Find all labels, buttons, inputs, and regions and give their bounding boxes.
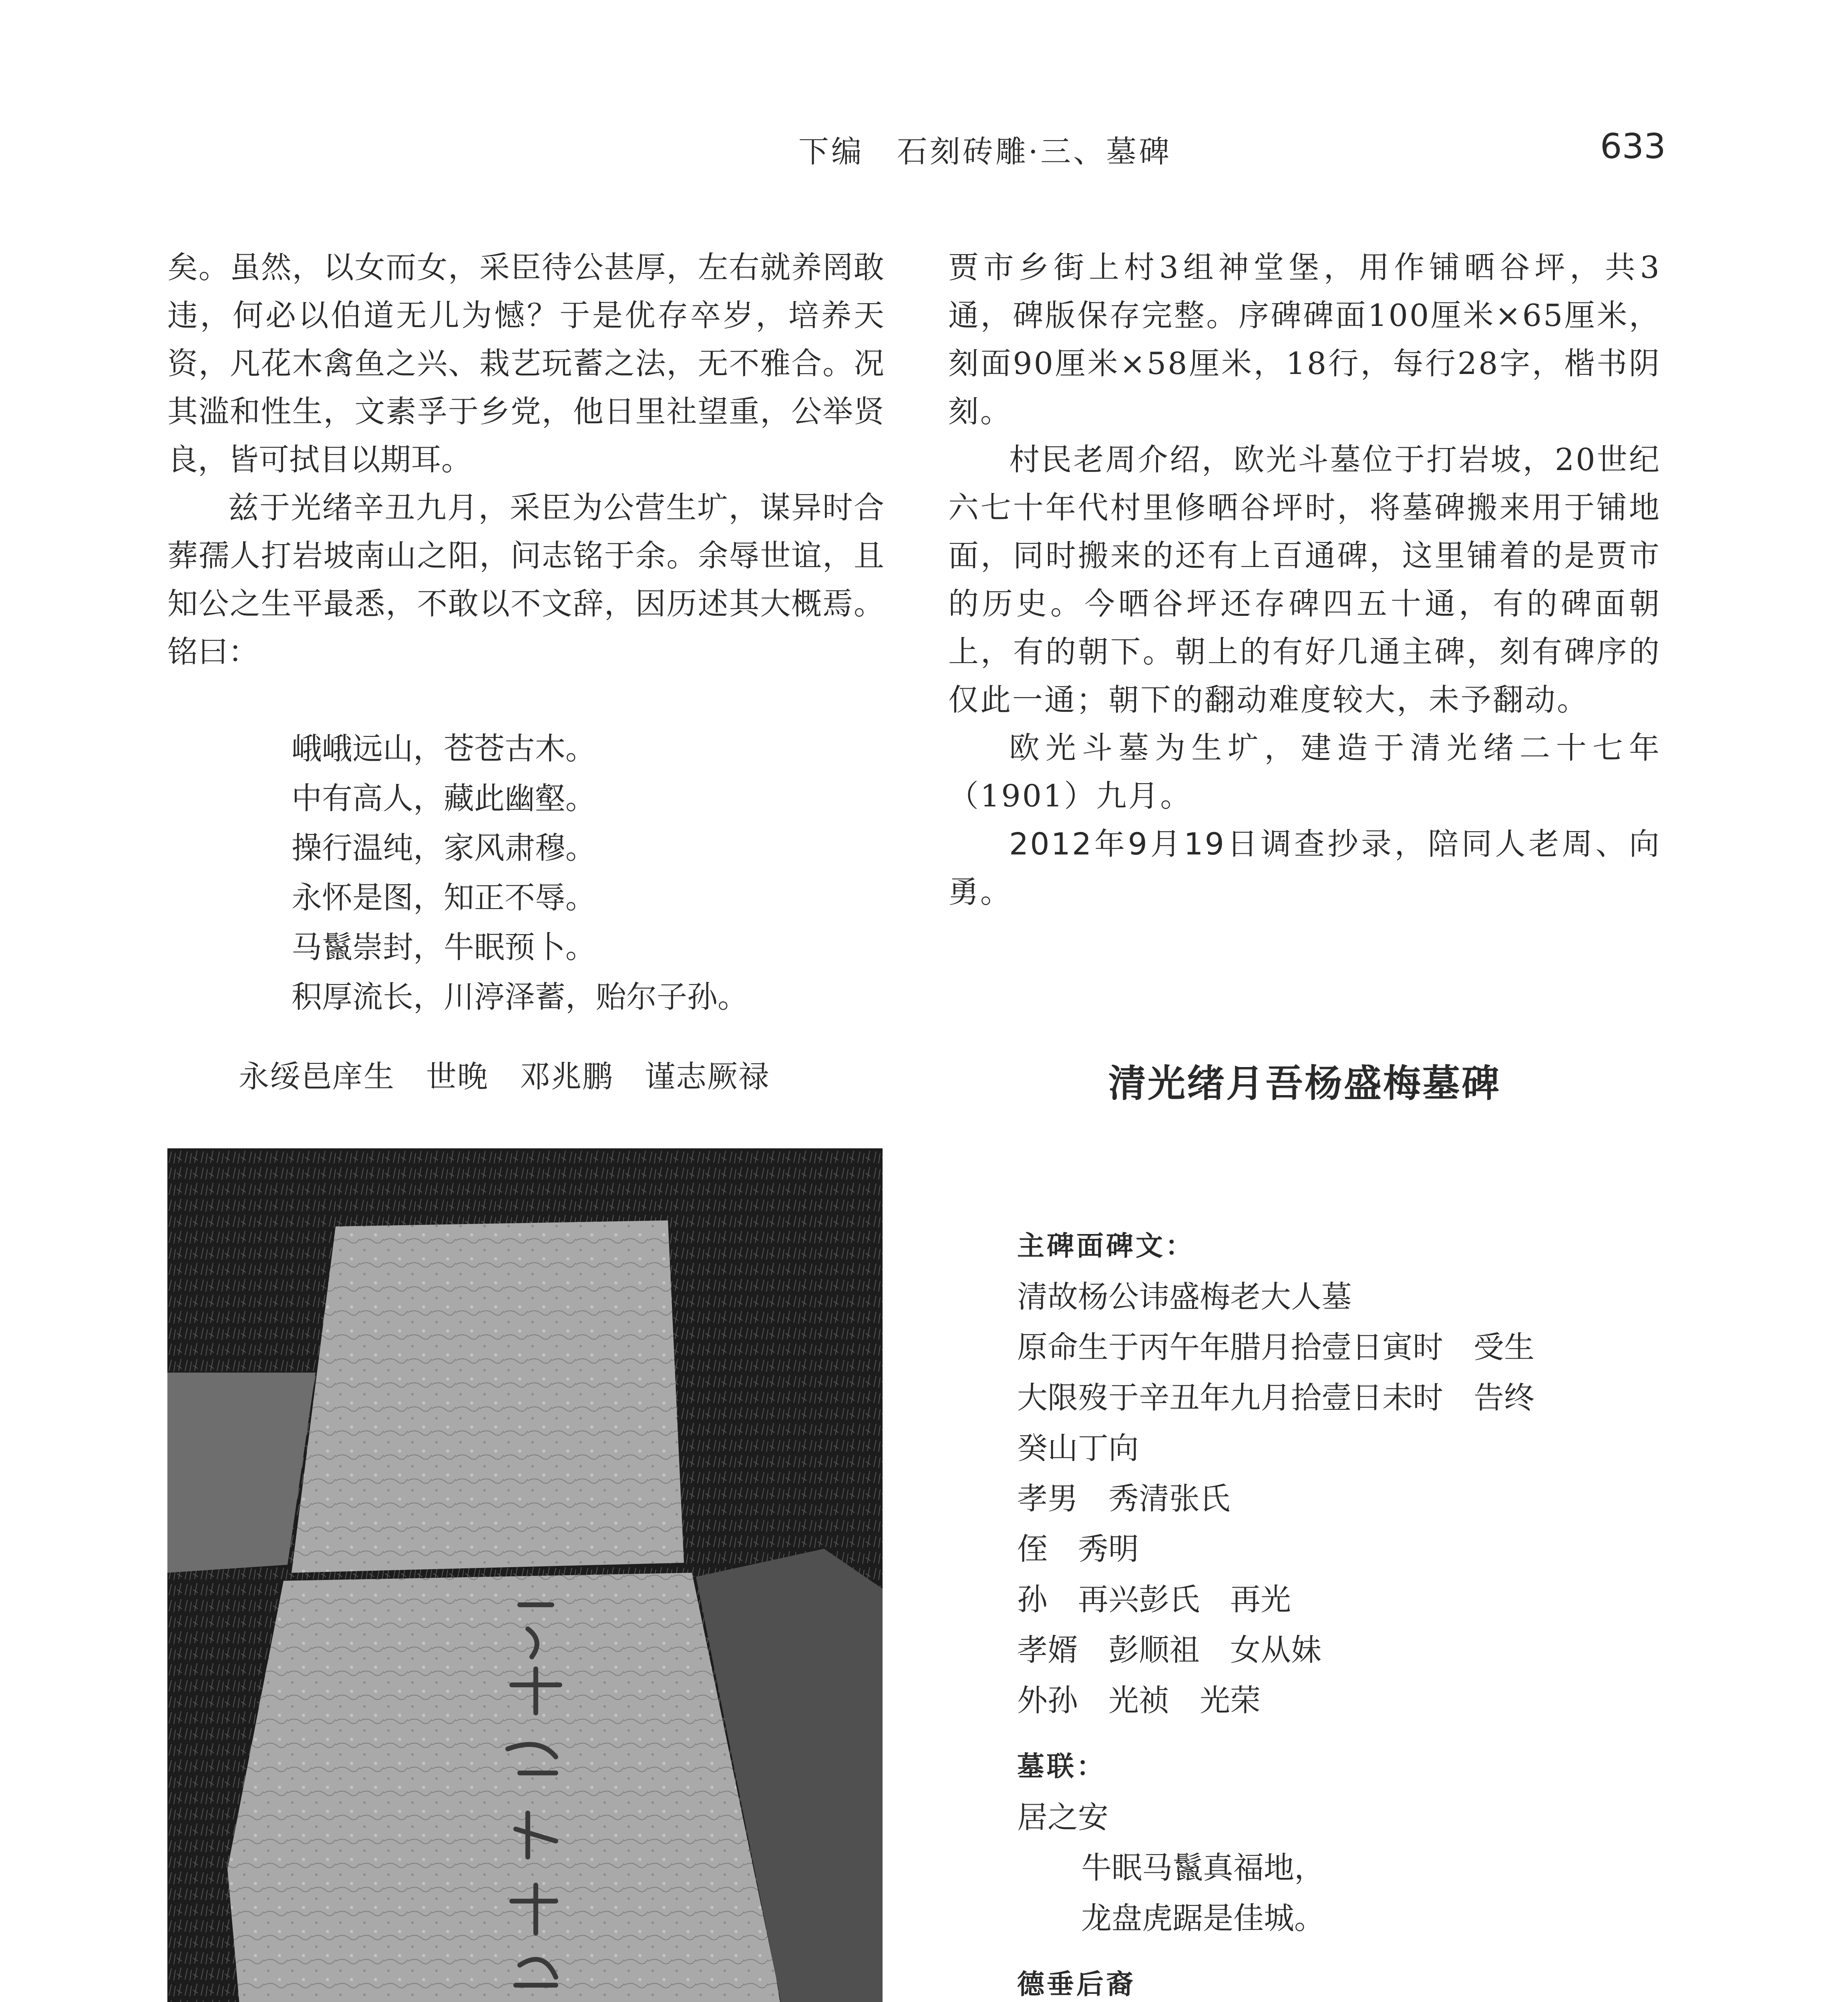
poem-line: 峨峨远山，苍苍古木。	[292, 731, 596, 766]
inscription-line: 原命生于丙午年腊月拾壹日寅时 受生	[1017, 1329, 1534, 1365]
inscription-line: 大限歿于辛丑年九月拾壹日未时 告终	[1017, 1380, 1534, 1415]
couplet-line: 龙盘虎踞是佳城。	[1081, 1900, 1325, 1936]
inscription-line: 孝婿 彭顺祖 女从妹	[1017, 1632, 1321, 1668]
right-column	[948, 243, 1661, 916]
poem-line: 马鬣崇封，牛眠预卜。	[292, 929, 596, 965]
right-paragraph-2: 村民老周介绍，欧光斗墓位于打岩坡，20世纪六七十年代村里修晒谷坪时，将墓碑搬来用于铺地面，同时搬来的还有上百通碑，这里铺着的是贾市的历史。今晒谷坪还存碑四五十通，有的碑面朝上，有的朝下。朝上的有好几通主碑，刻有碑序的仅此一通；朝下的翻动难度较大，未予翻动。	[948, 442, 1661, 718]
epitaph-poem	[292, 724, 892, 1022]
left-paragraph-2: 兹于光绪辛丑九月，采臣为公营生圹，谋异时合葬孺人打岩坡南山之阳，问志铭于余。余辱世谊，且知公之生平最悉，不敢以不文辞，因历述其大概焉。铭曰：	[167, 490, 884, 669]
right-paragraph-1: 贾市乡街上村3组神堂堡，用作铺晒谷坪，共3通，碑版保存完整。序碑碑面100厘米×65厘米，刻面90厘米×58厘米，18行，每行28字，楷书阴刻。	[948, 249, 1661, 429]
poem-line: 永怀是图，知正不辱。	[292, 880, 596, 915]
couplet-heading: 居之安	[1017, 1799, 1108, 1835]
poem-line: 操行温纯，家风肃穆。	[292, 830, 596, 866]
page-number: 633	[1600, 127, 1666, 167]
inscription-line: 癸山丁向	[1017, 1430, 1139, 1466]
right-paragraph-3: 欧光斗墓为生圹，建造于清光绪二十七年（1901）九月。	[948, 730, 1661, 814]
couplet-heading: 德垂后裔	[1017, 1969, 1136, 2000]
tombstone-photo	[167, 1148, 883, 2002]
survey-record: 2012年9月19日调查抄录，陪同人老周、向勇。	[948, 826, 1661, 910]
left-paragraph-1: 矣。虽然，以女而女，采臣待公甚厚，左右就养罔敢违，何必以伯道无儿为憾？于是优存卒岁，培养天资，凡花木禽鱼之兴、栽艺玩蓄之法，无不雅合。况其滥和性生，文素孚于乡党，他日里社望重，公举贤良，皆可拭目以期耳。	[167, 249, 884, 477]
poem-line: 积厚流长，川渟泽蓄，贻尔子孙。	[292, 979, 748, 1015]
main-inscription-label: 主碑面碑文：	[1017, 1230, 1195, 1262]
left-column	[167, 243, 884, 676]
couplet-label: 墓联：	[1017, 1751, 1106, 1783]
inscription-block	[1017, 1221, 1658, 2002]
poem-line: 中有高人，藏此幽壑。	[292, 780, 596, 816]
author-signature: 永绥邑庠生 世晚 邓兆鹏 谨志厥禄	[239, 1059, 770, 1094]
inscription-line: 清故杨公讳盛梅老大人墓	[1017, 1279, 1352, 1315]
inscription-line: 孙 再兴彭氏 再光	[1017, 1582, 1291, 1617]
inscription-line: 侄 秀明	[1017, 1531, 1139, 1567]
running-header: 下编 石刻砖雕·三、墓碑	[798, 134, 1172, 169]
section-title: 清光绪月吾杨盛梅墓碑	[1108, 1062, 1501, 1106]
inscription-line: 外孙 光祯 光荣	[1017, 1682, 1261, 1718]
inscription-line: 孝男 秀清张氏	[1017, 1481, 1230, 1516]
couplet-line: 牛眠马鬣真福地，	[1081, 1850, 1325, 1885]
